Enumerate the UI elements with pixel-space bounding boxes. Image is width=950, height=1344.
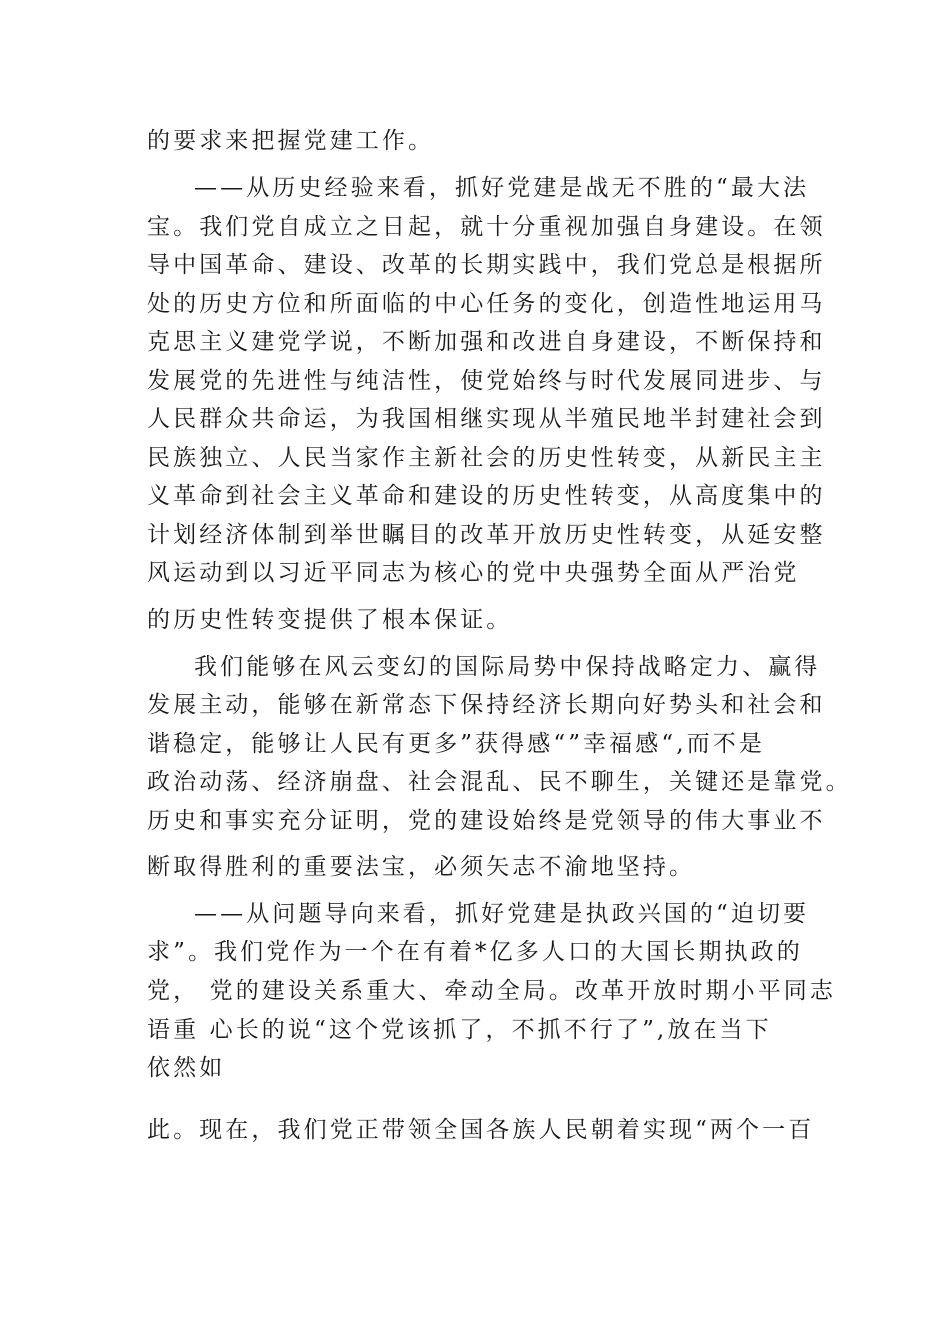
text-line: 党， 党的建设关系重大、牵动全局。改革开放时期小平同志 [147, 978, 837, 1004]
text-line: 导中国革命、建设、改革的长期实践中，我们党总是根据所 [147, 252, 826, 278]
text-line: 义革命到社会主义革命和建设的历史性转变，从高度集中的 [147, 483, 826, 509]
text-line: 历史和事实充分证明，党的建设始终是党领导的伟大事业不 [147, 808, 826, 834]
text-line: 此。现在，我们党正带领全国各族人民朝着实现“两个一百 [147, 1117, 815, 1143]
text-line: 政治动荡、经济崩盘、社会混乱、民不聊生，关键还是靠党。 [147, 769, 852, 795]
text-line: 语重 心长的说“这个党该抓了，不抓不行了”,放在当下 [147, 1017, 772, 1043]
text-line: 依然如 [147, 1055, 226, 1081]
text-line: 发展党的先进性与纯洁性，使党始终与时代发展同进步、与 [147, 368, 826, 394]
text-line: 人民群众共命运，为我国相继实现从半殖民地半封建社会到 [147, 406, 826, 432]
text-line: 发展主动，能够在新常态下保持经济长期向好势头和社会和 [147, 692, 826, 718]
text-line: 处的历史方位和所面临的中心任务的变化，创造性地运用马 [147, 291, 826, 317]
text-line: 计划经济体制到举世瞩目的改革开放历史性转变，从延安整 [147, 522, 826, 548]
text-line: 的要求来把握党建工作。 [147, 128, 435, 154]
text-line: 克思主义建党学说，不断加强和改进自身建设，不断保持和 [147, 329, 826, 355]
text-line: 民族独立、人民当家作主新社会的历史性转变，从新民主主 [147, 445, 826, 471]
paragraph-start-line: ——从历史经验来看，抓好党建是战无不胜的“最大法 [194, 175, 810, 201]
text-line: 的历史性转变提供了根本保证。 [147, 607, 513, 633]
paragraph-start-line: 我们能够在风云变幻的国际局势中保持战略定力、赢得 [194, 654, 821, 680]
paragraph-start-line: ——从问题导向来看，抓好党建是执政兴国的“迫切要 [194, 901, 810, 927]
text-line: 风运动到以习近平同志为核心的党中央强势全面从严治党 [147, 560, 800, 586]
text-line: 求”。我们党作为一个在有着*亿多人口的大国长期执政的 [147, 939, 803, 965]
text-line: 宝。我们党自成立之日起，就十分重视加强自身建设。在领 [147, 214, 826, 240]
text-line: 断取得胜利的重要法宝，必须矢志不渝地坚持。 [147, 854, 696, 880]
text-line: 谐稳定，能够让人民有更多”获得感“”幸福感“,而不是 [147, 731, 765, 757]
